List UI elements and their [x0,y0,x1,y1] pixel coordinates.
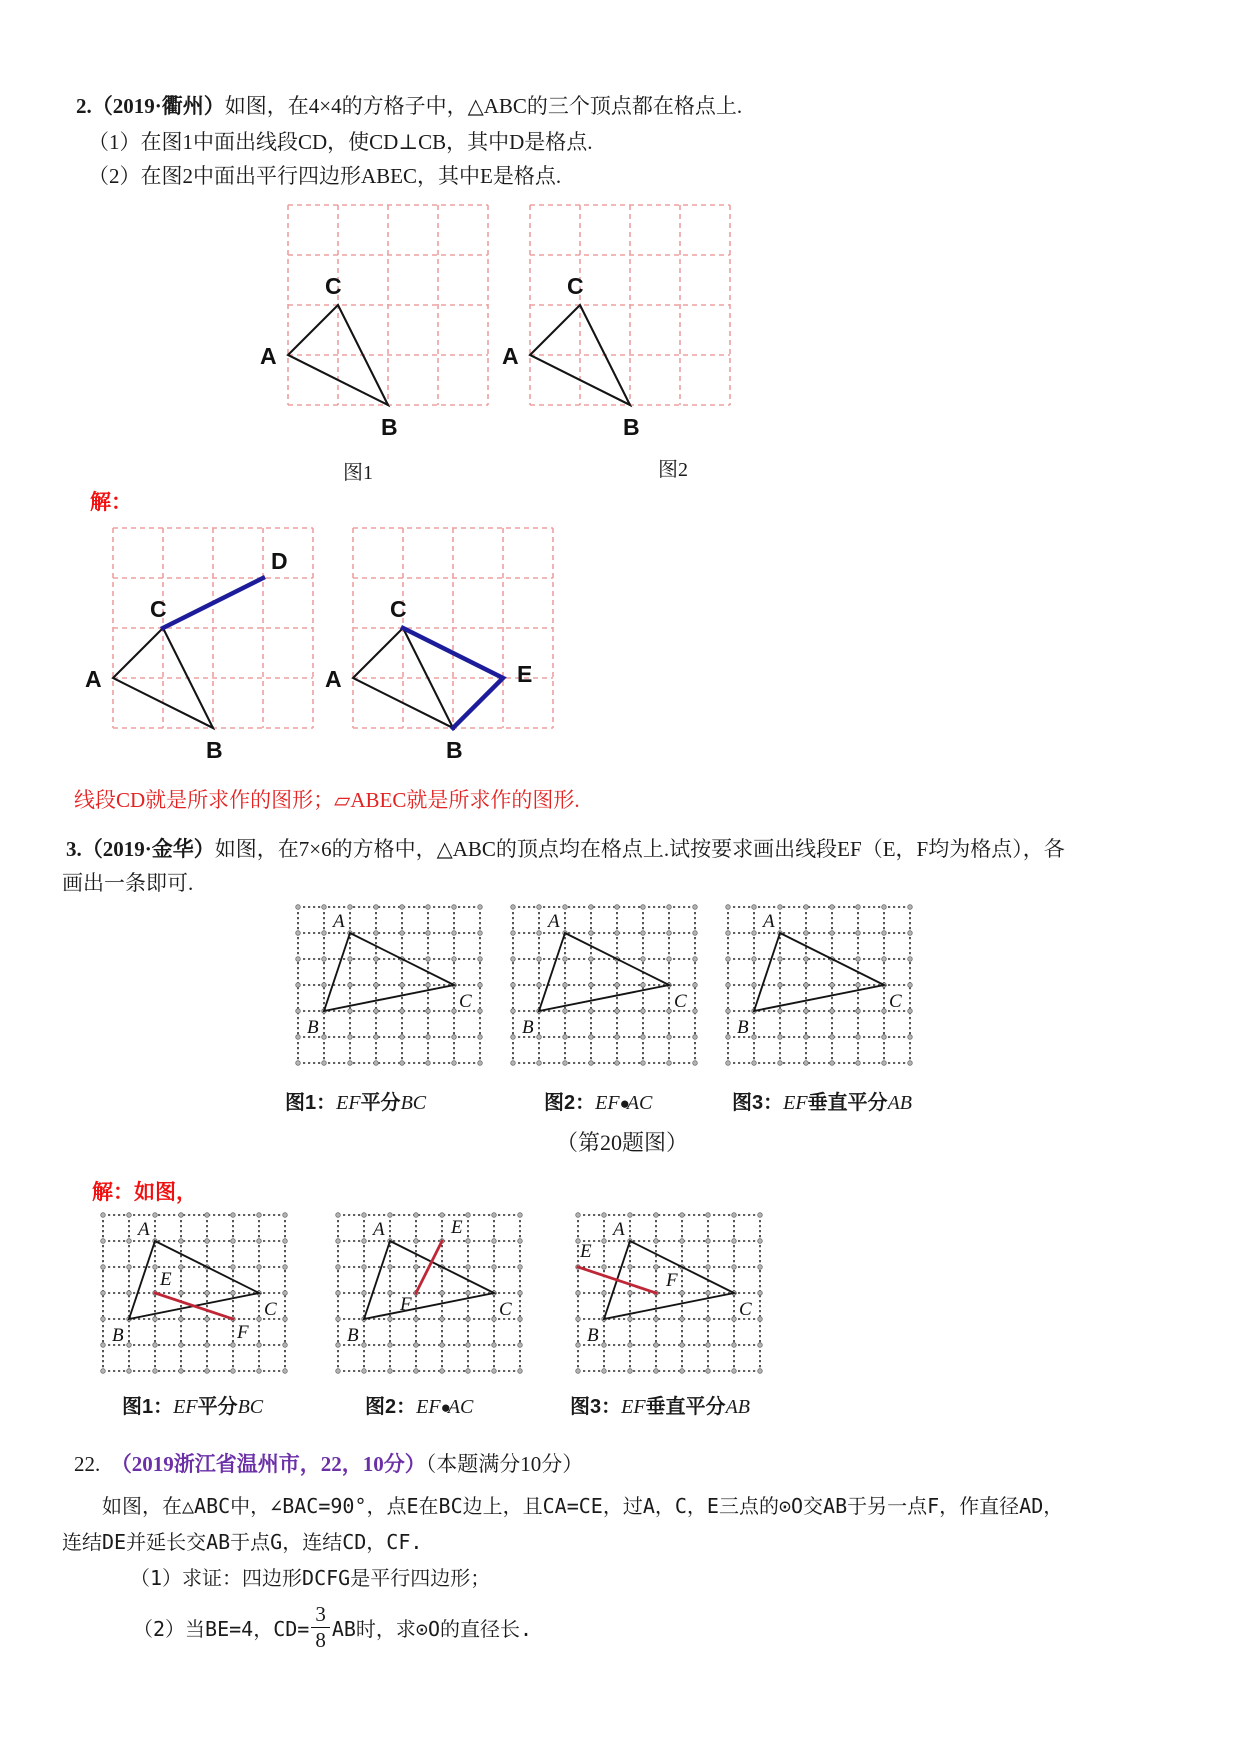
sol-caption1-mid: 平分 [197,1396,238,1418]
vertex-label-E: E [160,1269,172,1290]
caption3-mid: 垂直平分 [807,1092,888,1114]
p3-figure3 [706,893,940,1097]
problem22-body-line1: 如图，在△ABC中，∠BAC=90°，点E在BC边上，且CA=CE，过A，C，E三点的⊙O交AB于另一点F，作直径AD， [102,1494,1064,1518]
vertex-label-A: A [548,911,560,932]
p3-solution-figure3 [556,1201,790,1405]
vertex-label-A: A [763,911,775,932]
problem22-body-line2: 连结DE并延长交AB于点G，连结CD，CF. [62,1530,423,1554]
problem3-header [66,833,1065,863]
vertex-label-C: C [325,273,342,299]
vertex-label-B: B [587,1325,599,1346]
triangle-ABC [364,1241,494,1319]
fraction-three-eighths [311,1601,330,1652]
problem3-number: 3.（2019·金华） [66,837,215,861]
vertex-label-A: A [613,1219,625,1240]
caption1-tail: BC [400,1092,427,1114]
sol-caption3-prefix: 图3： [570,1396,622,1418]
caption2-parallel-blob: ● [619,1094,627,1113]
problem22-header [74,1448,583,1478]
vertex-label-C: C [889,991,902,1012]
sol-caption2-prefix: 图2： [365,1396,417,1418]
sol-caption3-ef: EF [621,1396,646,1418]
vertex-label-A: A [138,1219,150,1240]
fraction-denominator: 8 [315,1627,326,1652]
vertex-label-F: F [666,1270,678,1291]
vertex-label-B: B [737,1017,749,1038]
sol-caption3-mid: 垂直平分 [645,1396,726,1418]
grid-lines [530,205,730,405]
problem22-number: 22. [74,1452,101,1476]
caption1-mid: 平分 [360,1092,401,1114]
caption2-ef: EF [595,1092,620,1114]
p3-solution-figure2 [316,1201,550,1405]
vertex-label-A: A [333,911,345,932]
problem3-statement: 如图，在7×6的方格中，△ABC的顶点均在格点上.试按要求画出线段EF（E，F均为格点），各 [214,837,1065,861]
sol-caption3-tail: AB [725,1396,750,1418]
fraction-numerator: 3 [311,1604,330,1628]
vertex-label-C: C [739,1299,752,1320]
vertex-label-C: C [264,1299,277,1320]
caption3-tail: AB [887,1092,912,1114]
vertex-label-B: B [347,1325,359,1346]
vertex-label-C: C [150,596,167,622]
sol-caption1-prefix: 图1： [122,1396,174,1418]
p2-solution-figure2 [307,508,613,770]
vertex-label-C: C [390,596,407,622]
caption1-prefix: 图1： [285,1092,337,1114]
vertex-label-A: A [325,666,342,692]
caption3-ef: EF [783,1092,808,1114]
problem2-answer: 线段CD就是所求作的图形；▱ABEC就是所求作的图形. [74,788,580,812]
segment-EF [578,1267,656,1293]
problem2-header [76,90,742,120]
problem22-item2-pre: （2）当BE=4，CD= [133,1616,310,1641]
sol-caption1-tail: BC [237,1396,264,1418]
figure-20-caption: （第20题图） [556,1130,689,1155]
problem2-solve-label: 解： [90,490,132,514]
vertex-label-A: A [85,666,102,692]
vertex-label-B: B [446,737,463,763]
vertex-label-B: B [206,737,223,763]
triangle-ABC [754,933,884,1011]
problem22-item1: （1）求证：四边形DCFG是平行四边形； [130,1566,491,1590]
grid-lines [288,205,488,405]
sol-caption2-ef: EF [416,1396,441,1418]
problem2-item1: （1）在图1中面出线段CD，使CD⊥CB，其中D是格点. [88,130,593,154]
vertex-label-F: F [237,1322,249,1343]
vertex-label-B: B [307,1017,319,1038]
vertex-label-C: C [674,991,687,1012]
triangle-ABC [324,933,454,1011]
problem2-number: 2.（2019·衢州） [76,94,225,118]
problem2-item2: （2）在图2中面出平行四边形ABEC，其中E是格点. [88,164,562,188]
problem3-solve-label: 解：如图， [92,1180,197,1204]
grid-lines [353,528,553,728]
vertex-label-C: C [499,1299,512,1320]
sol-caption2-tail: AC [447,1396,474,1418]
figure2-label: 图2 [658,459,688,481]
vertex-label-A: A [260,343,277,369]
problem22-item2-post: AB时，求⊙O的直径长. [331,1616,533,1641]
problem22-source: （2019浙江省温州市，22，10分） [110,1452,426,1476]
sol-caption2-parallel-blob: ● [440,1398,448,1417]
vertex-label-F: F [400,1294,412,1315]
figure1-label: 图1 [343,462,373,484]
vertex-label-A: A [373,1219,385,1240]
vertex-label-B: B [381,414,398,440]
triangle-ABC [539,933,669,1011]
segment-EF [155,1293,233,1319]
problem22-score: （本题满分10分） [425,1452,584,1476]
vertex-label-B: B [522,1017,534,1038]
vertex-label-E: E [451,1217,463,1238]
problem2-statement: 如图，在4×4的方格子中，△ABC的三个顶点都在格点上. [224,94,743,118]
vertex-label-B: B [623,414,640,440]
caption3-prefix: 图3： [732,1092,784,1114]
vertex-label-E: E [517,661,533,687]
vertex-label-A: A [502,343,519,369]
p3-figure2 [491,893,725,1097]
vertex-label-D: D [271,548,288,574]
caption2-tail: AC [626,1092,653,1114]
vertex-label-C: C [459,991,472,1012]
p3-solution-figure1 [81,1201,315,1405]
vertex-label-C: C [567,273,584,299]
sol-caption1-ef: EF [173,1396,198,1418]
problem22-item2 [133,1592,532,1662]
p2-figure2 [484,185,790,447]
caption1-ef: EF [336,1092,361,1114]
vertex-label-E: E [580,1241,592,1262]
caption2-prefix: 图2： [544,1092,596,1114]
p3-figure1 [276,893,510,1097]
problem3-statement-line2: 画出一条即可. [62,871,194,895]
vertex-label-B: B [112,1325,124,1346]
